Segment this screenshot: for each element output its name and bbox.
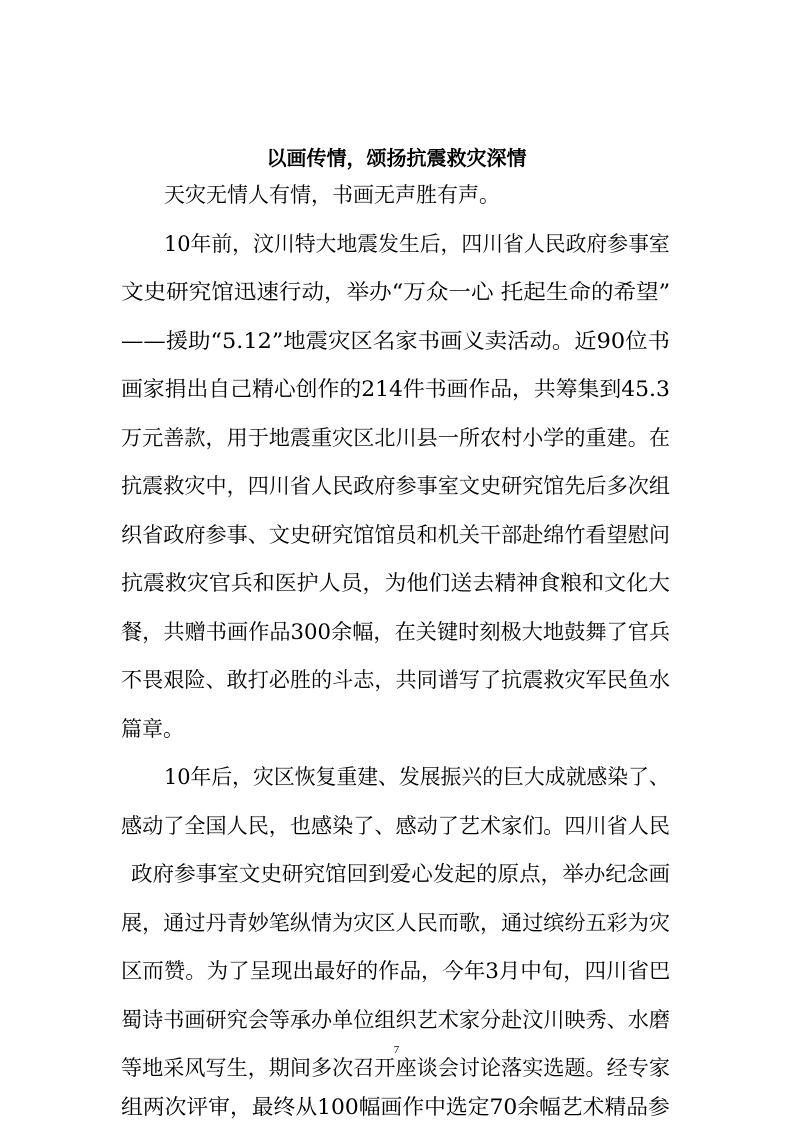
body-line: 10年前，汶川特大地震发生后，四川省人民政府参事室 — [164, 231, 670, 256]
body-line: 文史研究馆迅速行动，举办“万众一心 托起生命的希望” — [121, 280, 671, 305]
body-line: 万元善款，用于地震重灾区北川县一所农村小学的重建。在 — [121, 425, 671, 450]
body-line: 抗震救灾中，四川省人民政府参事室文史研究馆先后多次组 — [121, 474, 671, 499]
body-line: 天灾无情人有情，书画无声胜有声。 — [164, 183, 500, 207]
body-line: 蜀诗书画研究会等承办单位组织艺术家分赴汶川映秀、水磨 — [121, 1007, 671, 1032]
body-line: 10年后，灾区恢复重建、发展振兴的巨大成就感染了、 — [164, 765, 670, 790]
body-line: 区而赞。为了呈现出最好的作品，今年3月中旬，四川省巴 — [121, 959, 671, 984]
body-line: 织省政府参事、文史研究馆馆员和机关干部赴绵竹看望慰问 — [121, 522, 671, 547]
body-line: 抗震救灾官兵和医护人员，为他们送去精神食粮和文化大 — [121, 571, 670, 596]
document-title: 以画传情，颂扬抗震救灾深情 — [266, 146, 527, 170]
page-number: 7 — [393, 1044, 400, 1056]
body-line: 篇章。 — [121, 716, 184, 741]
body-line: 感动了全国人民，也感染了、感动了艺术家们。四川省人民 — [121, 813, 671, 838]
body-line: 等地采风写生，期间多次召开座谈会讨论落实选题。经专家 — [121, 1056, 671, 1081]
body-line: 组两次评审，最终从100幅画作中选定70余幅艺术精品参 — [121, 1095, 670, 1119]
body-line: 展，通过丹青妙笔纵情为灾区人民而歌，通过缤纷五彩为灾 — [121, 910, 671, 935]
body-line: 餐，共赠书画作品300余幅，在关键时刻极大地鼓舞了官兵 — [121, 619, 671, 644]
body-line: ——援助“5.12”地震灾区名家书画义卖活动。近90位书 — [121, 328, 670, 353]
body-line: 画家捐出自己精心创作的214件书画作品，共筹集到45.3 — [121, 377, 670, 402]
body-line: 政府参事室文史研究馆回到爱心发起的原点，举办纪念画 — [131, 862, 671, 887]
body-line: 不畏艰险、敢打必胜的斗志，共同谱写了抗震救灾军民鱼水 — [121, 668, 671, 693]
